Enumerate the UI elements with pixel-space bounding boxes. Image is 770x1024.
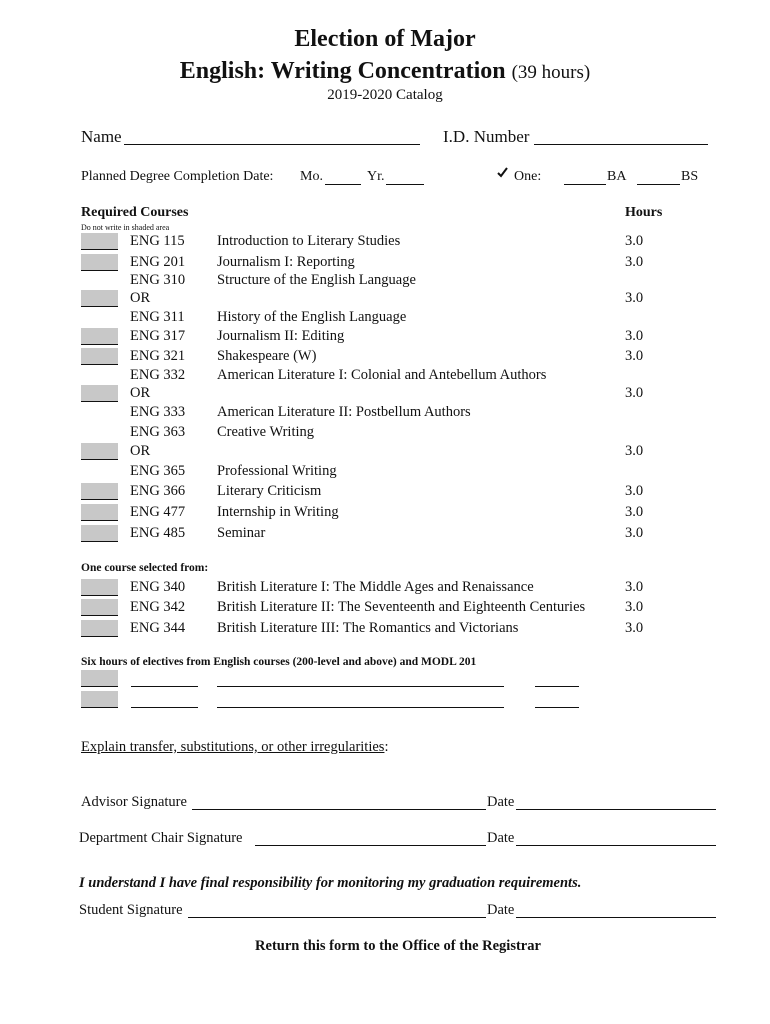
required-courses-heading: Required Courses xyxy=(81,205,189,220)
course-code: ENG 344 xyxy=(130,620,186,636)
chair-signature-label: Department Chair Signature xyxy=(79,830,243,846)
catalog-year: 2019-2020 Catalog xyxy=(327,87,443,103)
ba-field[interactable] xyxy=(564,183,606,185)
grade-box xyxy=(81,348,118,365)
month-field[interactable] xyxy=(325,183,361,185)
course-title: Internship in Writing xyxy=(217,504,339,520)
name-label: Name xyxy=(81,127,122,146)
course-hours: 3.0 xyxy=(625,599,644,615)
chair-date-label: Date xyxy=(487,830,515,846)
check-icon xyxy=(497,167,508,183)
course-title: British Literature III: The Romantics and Victorians xyxy=(217,620,519,636)
year-field[interactable] xyxy=(386,183,424,185)
elective-title-field[interactable] xyxy=(217,685,504,687)
course-hours: 3.0 xyxy=(625,443,644,459)
course-title: British Literature II: The Seventeenth and Eighteenth Centuries xyxy=(217,599,586,615)
grade-box xyxy=(81,525,118,542)
course-code: ENG 366 xyxy=(130,483,186,499)
explain-colon: : xyxy=(384,739,389,755)
or-label: OR xyxy=(130,385,151,401)
grade-box xyxy=(81,599,118,616)
explain-text: Explain transfer, substitutions, or other irregularities xyxy=(81,739,385,755)
month-label: Mo. xyxy=(300,169,323,184)
grade-box xyxy=(81,504,118,521)
course-hours: 3.0 xyxy=(625,290,644,306)
one-course-heading: One course selected from: xyxy=(81,562,209,574)
course-title: Professional Writing xyxy=(217,463,337,479)
course-code: ENG 115 xyxy=(130,233,185,249)
course-code: ENG 332 xyxy=(130,367,186,383)
course-title: Literary Criticism xyxy=(217,483,322,499)
chair-signature-field[interactable] xyxy=(255,844,486,846)
grade-box xyxy=(81,290,118,307)
name-field[interactable] xyxy=(124,143,420,145)
grade-box xyxy=(81,385,118,402)
student-date-field[interactable] xyxy=(516,916,716,918)
explain-label xyxy=(81,739,388,756)
advisor-date-field[interactable] xyxy=(516,808,716,810)
course-code: ENG 340 xyxy=(130,579,186,595)
elective-code-field[interactable] xyxy=(131,706,198,708)
form-title: Election of Major xyxy=(294,26,476,52)
course-code: ENG 333 xyxy=(130,404,186,420)
student-date-label: Date xyxy=(487,902,515,918)
course-title: American Literature II: Postbellum Authors xyxy=(217,404,471,420)
course-hours: 3.0 xyxy=(625,525,644,541)
course-code: ENG 365 xyxy=(130,463,186,479)
course-title: Journalism I: Reporting xyxy=(217,254,355,270)
chair-date-field[interactable] xyxy=(516,844,716,846)
grade-box xyxy=(81,670,118,687)
course-hours: 3.0 xyxy=(625,348,644,364)
elective-code-field[interactable] xyxy=(131,685,198,687)
electives-heading: Six hours of electives from English courses (200-level and above) and MODL 201 xyxy=(81,656,477,668)
course-hours: 3.0 xyxy=(625,233,644,249)
grade-box xyxy=(81,254,118,271)
student-signature-label: Student Signature xyxy=(79,902,183,918)
course-code: ENG 311 xyxy=(130,309,185,325)
year-label: Yr. xyxy=(367,169,385,184)
grade-box xyxy=(81,233,118,250)
bs-field[interactable] xyxy=(637,183,680,185)
course-code: ENG 477 xyxy=(130,504,186,520)
elective-hours-field[interactable] xyxy=(535,685,579,687)
id-number-field[interactable] xyxy=(534,143,708,145)
ba-label: BA xyxy=(607,169,627,184)
student-signature-field[interactable] xyxy=(188,916,486,918)
course-title: Journalism II: Editing xyxy=(217,328,345,344)
course-title: Structure of the English Language xyxy=(217,272,416,288)
course-code: ENG 363 xyxy=(130,424,186,440)
course-code: ENG 310 xyxy=(130,272,186,288)
course-title: British Literature I: The Middle Ages and Renaissance xyxy=(217,579,534,595)
course-code: ENG 317 xyxy=(130,328,186,344)
bs-label: BS xyxy=(681,169,699,184)
shaded-area-note: Do not write in shaded area xyxy=(81,223,170,232)
grade-box xyxy=(81,691,118,708)
advisor-signature-label: Advisor Signature xyxy=(81,794,187,810)
course-title: Introduction to Literary Studies xyxy=(217,233,401,249)
course-code: ENG 321 xyxy=(130,348,186,364)
course-hours: 3.0 xyxy=(625,620,644,636)
course-hours: 3.0 xyxy=(625,385,644,401)
course-hours: 3.0 xyxy=(625,328,644,344)
course-hours: 3.0 xyxy=(625,579,644,595)
advisor-date-label: Date xyxy=(487,794,515,810)
hours-heading: Hours xyxy=(625,205,663,220)
course-title: Seminar xyxy=(217,525,266,541)
elective-hours-field[interactable] xyxy=(535,706,579,708)
grade-box xyxy=(81,443,118,460)
grade-box xyxy=(81,620,118,637)
hours-total: (39 hours) xyxy=(511,62,591,83)
or-label: OR xyxy=(130,443,151,459)
return-note: Return this form to the Office of the Registrar xyxy=(255,938,541,954)
course-code: ENG 201 xyxy=(130,254,186,270)
one-label: One: xyxy=(514,169,542,184)
grade-box xyxy=(81,328,118,345)
id-number-label: I.D. Number xyxy=(443,127,530,146)
course-title: American Literature I: Colonial and Antebellum Authors xyxy=(217,367,547,383)
course-code: ENG 485 xyxy=(130,525,186,541)
or-label: OR xyxy=(130,290,151,306)
course-hours: 3.0 xyxy=(625,254,644,270)
responsibility-statement: I understand I have final responsibility for monitoring my graduation requirements. xyxy=(79,875,582,891)
course-title: History of the English Language xyxy=(217,309,407,325)
course-title: Shakespeare (W) xyxy=(217,348,317,364)
course-title: Creative Writing xyxy=(217,424,314,440)
concentration-title: English: Writing Concentration xyxy=(179,58,506,84)
grade-box xyxy=(81,579,118,596)
grade-box xyxy=(81,483,118,500)
advisor-signature-field[interactable] xyxy=(192,808,486,810)
form-subtitle xyxy=(0,58,770,85)
completion-date-label: Planned Degree Completion Date: xyxy=(81,169,274,184)
course-hours: 3.0 xyxy=(625,504,644,520)
course-hours: 3.0 xyxy=(625,483,644,499)
elective-title-field[interactable] xyxy=(217,706,504,708)
course-code: ENG 342 xyxy=(130,599,186,615)
